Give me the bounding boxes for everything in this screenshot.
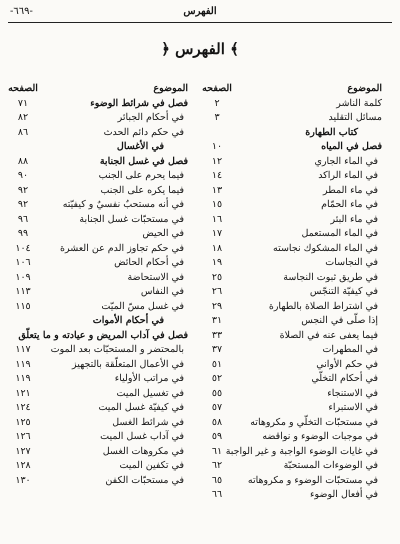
toc-entry — [202, 474, 388, 489]
toc-entry — [8, 242, 194, 257]
toc-entry — [8, 300, 194, 315]
toc-column-header — [202, 82, 388, 97]
toc-entry — [202, 416, 388, 431]
toc-entry-title: في الأعمال المتعلّقة بالتجهيز — [72, 358, 184, 370]
toc-entry-title: في مستحبّات التخلّي و مكروهاته — [250, 416, 378, 428]
toc-entry-page: ٥٥ — [211, 387, 223, 399]
toc-entry-page: ٣ — [214, 112, 220, 123]
toc-entry-page: ١١٩ — [15, 358, 31, 370]
toc-entry-title: في مكروهات الغسل — [102, 445, 184, 457]
toc-entry-page: ٦٢ — [211, 460, 223, 471]
toc-entry-title: في الماء المشكوك نجاسته — [273, 242, 378, 254]
toc-entry-title: فصل في شرائط الوضوء — [90, 97, 188, 109]
toc-entry — [202, 169, 388, 184]
toc-entry — [202, 256, 388, 271]
toc-entry-page: ١٢٨ — [15, 460, 31, 471]
toc-entry — [202, 343, 388, 358]
toc-entry — [8, 256, 194, 271]
toc-entry-title: في أحكام الجبائر — [117, 112, 184, 123]
toc-entry — [8, 329, 194, 344]
toc-entry — [202, 401, 388, 416]
running-head — [10, 6, 390, 20]
toc-entry — [8, 314, 194, 329]
toc-entry-page: ٥٨ — [211, 416, 223, 428]
toc-entry — [8, 474, 194, 489]
toc-entry-page: ١٠ — [211, 141, 223, 152]
toc-entry — [8, 126, 194, 141]
toc-entry — [202, 372, 388, 387]
toc-entry-title: في ماء البئر — [330, 213, 378, 225]
toc-entry — [202, 358, 388, 373]
toc-entry-title: فصل في آداب المريض و عيادته و ما يتعلّق — [18, 329, 188, 341]
toc-entry-title: في الاستبراء — [328, 402, 378, 413]
toc-entry-title: في مستحبّات غسل الجنابة — [79, 213, 184, 225]
toc-entry-title: في حكم دائم الحدث — [103, 126, 184, 138]
toc-entry-page: ٢٦ — [211, 286, 223, 297]
toc-entry — [8, 445, 194, 460]
toc-entry-title: في الوضوءات المستحبّة — [283, 460, 378, 471]
toc-entry — [202, 184, 388, 199]
header-rule — [8, 22, 392, 23]
toc-entry — [202, 488, 388, 503]
toc-entry-page: ١١٩ — [15, 373, 31, 384]
toc-entry-title: في حكم تجاوز الدم عن العشرة — [60, 242, 184, 254]
toc-entry-title: في ماء الحمّام — [321, 199, 378, 210]
toc-entry-page: ٢ — [214, 97, 220, 109]
toc-entry-title: فيما يكره على الجنب — [100, 184, 184, 196]
toc-entry-title: في تغسيل الميت — [116, 387, 184, 399]
toc-entry-title: في النفاس — [140, 286, 184, 297]
toc-entry — [8, 227, 194, 242]
toc-entry-title: في أفعال الوضوء — [310, 489, 378, 500]
toc-entry-page: الصفحه — [8, 83, 38, 94]
toc-column-header — [8, 82, 194, 97]
toc-entry — [8, 97, 194, 112]
toc-entry — [202, 227, 388, 242]
toc-entry-title: في اشتراط الصلاة بالطهارة — [268, 300, 378, 312]
toc-entry — [202, 155, 388, 170]
toc-left-column — [8, 82, 194, 488]
toc-entry-page: ٥٩ — [211, 431, 223, 442]
toc-entry — [202, 387, 388, 402]
toc-entry-page: ١٢٦ — [15, 431, 31, 442]
toc-entry — [8, 430, 194, 445]
toc-entry-page: ١٥ — [211, 199, 223, 210]
toc-entry-page: ٢٥ — [211, 271, 223, 283]
toc-entry-page: ٣٣ — [211, 329, 223, 341]
toc-entry-page: ٩٢ — [17, 184, 29, 196]
toc-entry-title: كلمة الناشر — [336, 97, 382, 109]
toc-entry — [8, 343, 194, 358]
toc-entry — [8, 401, 194, 416]
toc-entry-page: ١٧ — [211, 228, 223, 239]
toc-entry-page: ٨٦ — [17, 126, 29, 138]
toc-entry-page: ١٩ — [211, 257, 223, 268]
toc-entry-page: ١٠٤ — [15, 242, 31, 254]
toc-entry — [8, 140, 194, 155]
toc-entry-title: في أنه مستحبٌ نفسيٌ و كيفيّته — [62, 199, 184, 210]
toc-entry — [202, 111, 388, 126]
toc-entry-title: الموضوع — [153, 83, 188, 94]
toc-entry-page: الصفحه — [202, 83, 232, 94]
toc-entry-title: في الماء الجاري — [314, 155, 378, 167]
toc-entry — [202, 300, 388, 315]
toc-entry-title: في آداب غسل الميت — [100, 431, 184, 442]
toc-entry-page: ٢٩ — [211, 300, 223, 312]
toc-entry-title: في الأغسال — [116, 141, 164, 152]
toc-entry-page: ٩٠ — [17, 170, 29, 181]
toc-entry-page: ١٢ — [211, 155, 223, 167]
toc-entry-title: في ماء المطر — [322, 184, 378, 196]
toc-entry — [8, 184, 194, 199]
toc-entry — [202, 271, 388, 286]
toc-entry-page: ٦٥ — [211, 474, 223, 486]
toc-entry-title: في حكم الأواني — [316, 358, 378, 370]
toc-entry-page: ١٢٤ — [15, 402, 31, 413]
toc-entry-page: ١٢١ — [15, 387, 31, 399]
toc-entry-title: فيما يعفى عنه في الصلاة — [279, 329, 378, 341]
toc-entry — [8, 111, 194, 126]
toc-entry — [202, 430, 388, 445]
toc-entry — [8, 459, 194, 474]
toc-entry — [202, 198, 388, 213]
toc-entry-page: ١١٧ — [15, 344, 31, 355]
toc-entry-page: ٦٦ — [211, 489, 223, 500]
toc-entry — [8, 213, 194, 228]
toc-entry-title: في مستحبّات الوضوء و مكروهاته — [247, 474, 378, 486]
toc-entry-title: في الاستحاضة — [127, 271, 184, 283]
toc-entry-page: ٣١ — [211, 315, 223, 326]
toc-entry-page: ١٤ — [211, 170, 223, 181]
toc-entry — [202, 445, 388, 460]
toc-entry-page: ٩٦ — [17, 213, 29, 225]
toc-entry-title: مسائل التقليد — [328, 112, 382, 123]
toc-entry-page: ١١٥ — [15, 300, 31, 312]
toc-entry — [202, 314, 388, 329]
toc-entry-page: ٨٢ — [17, 112, 29, 123]
toc-entry — [8, 372, 194, 387]
toc-entry-title: في الاستنجاء — [327, 387, 378, 399]
toc-entry-page: ٥٢ — [211, 373, 223, 384]
toc-entry-title: في الماء الراكد — [318, 170, 378, 181]
toc-entry-page: ١٠٩ — [15, 271, 31, 283]
toc-entry-title: فصل في غسل الجنابة — [99, 155, 188, 167]
toc-entry-page: ١٠٦ — [15, 257, 31, 268]
toc-entry — [8, 416, 194, 431]
toc-entry-title: في موجبات الوضوء و نواقضه — [262, 431, 378, 442]
toc-entry-page: ٥١ — [211, 358, 223, 370]
toc-entry-title: فيما يحرم على الجنب — [98, 170, 184, 181]
toc-entry-title: في أحكام الحائض — [114, 257, 184, 268]
toc-entry-title: كتاب الطهارة — [305, 126, 358, 138]
toc-entry — [8, 169, 194, 184]
toc-entry-title: بالمحتضر و المستحبّات بعد الموت — [50, 344, 184, 355]
toc-entry-title: في الماء المستعمل — [301, 228, 378, 239]
toc-entry — [8, 198, 194, 213]
toc-entry-page: ٦١ — [211, 445, 223, 457]
toc-entry — [202, 459, 388, 474]
toc-entry-page: ١٢٥ — [15, 416, 31, 428]
page-number: -٦٦٩- — [10, 6, 33, 17]
toc-entry-title: في كيفيّة غسل الميت — [98, 402, 184, 413]
toc-entry-title: في أحكام الأموات — [92, 315, 164, 326]
toc-entry-page: ١٣ — [211, 184, 223, 196]
toc-entry-page: ٣٧ — [211, 344, 223, 355]
toc-entry — [8, 387, 194, 402]
toc-right-column — [202, 82, 388, 503]
toc-entry — [8, 271, 194, 286]
toc-entry-title: الموضوع — [347, 83, 382, 94]
toc-entry-title: في مستحبّات الكفن — [105, 474, 184, 486]
toc-entry-page: ١١٣ — [15, 286, 31, 297]
toc-entry — [8, 358, 194, 373]
toc-entry-page: ١٨ — [211, 242, 223, 254]
toc-entry-title: في تكفين الميت — [119, 460, 184, 471]
toc-entry-title: في كيفيّة التنجّس — [309, 286, 378, 297]
toc-entry — [202, 126, 388, 141]
toc-entry-page: ١٣٠ — [15, 474, 31, 486]
toc-entry-title: إذا صلّى في النجس — [301, 315, 378, 326]
toc-entry-page: ٨٨ — [17, 155, 29, 167]
toc-entry — [202, 213, 388, 228]
toc-entry-title: في غسل مسّ الميّت — [101, 300, 184, 312]
running-title: الفهرس — [183, 6, 217, 17]
toc-entry-page: ١٢٧ — [15, 445, 31, 457]
toc-entry — [202, 329, 388, 344]
toc-entry — [202, 285, 388, 300]
toc-entry-page: ١٦ — [211, 213, 223, 225]
toc-entry-title: في مراتب الأولياء — [114, 373, 184, 384]
toc-entry — [8, 155, 194, 170]
toc-entry — [202, 140, 388, 155]
toc-entry-page: ٩٢ — [17, 199, 29, 210]
toc-entry-title: في الحيض — [142, 228, 184, 239]
toc-entry-title: في المطهرات — [322, 344, 378, 355]
toc-entry-page: ٧١ — [17, 97, 29, 109]
toc-entry-title: في طريق ثبوت النجاسة — [283, 271, 378, 283]
toc-entry-title: فصل في المياه — [321, 141, 382, 152]
toc-entry — [8, 285, 194, 300]
toc-entry-title: في أحكام التخلّي — [311, 373, 378, 384]
page-heading: ﴿ الفهرس ﴾ — [161, 40, 239, 58]
toc-entry-page: ٩٩ — [17, 228, 29, 239]
toc-entry-page: ٥٧ — [211, 402, 223, 413]
toc-entry-title: في غايات الوضوء الواجبة و غير الواجبة — [225, 445, 378, 457]
toc-entry — [202, 242, 388, 257]
toc-entry-title: في النجاسات — [325, 257, 378, 268]
toc-entry-title: في شرائط الغسل — [112, 416, 184, 428]
toc-entry — [202, 97, 388, 112]
